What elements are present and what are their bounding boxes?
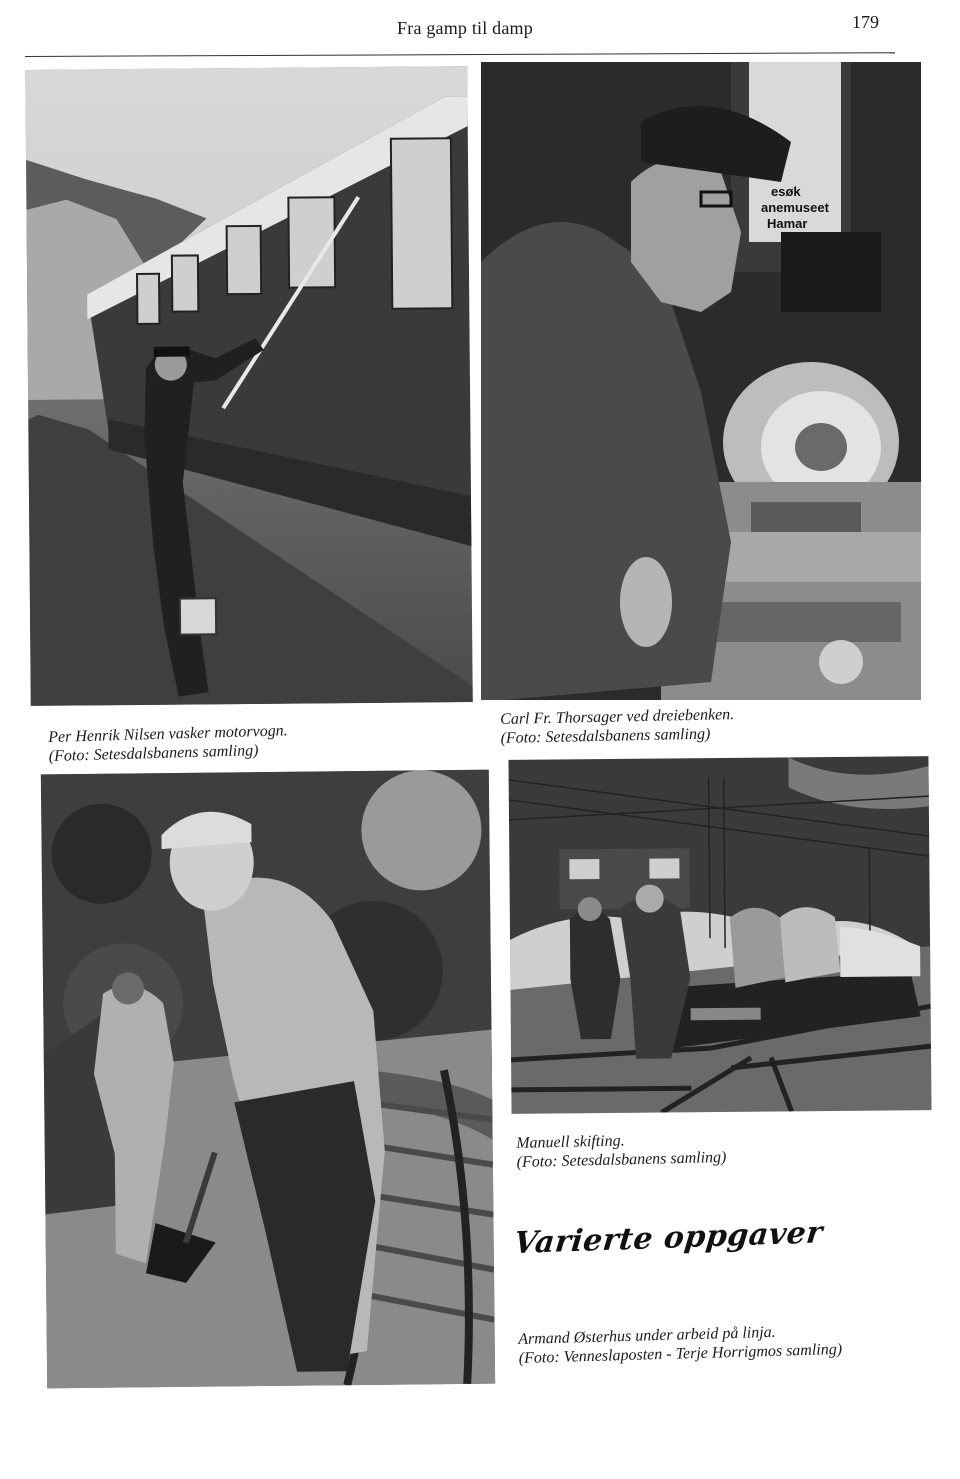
- photo-washing-railcar: [25, 66, 473, 706]
- sign-text-line2: anemuseet: [761, 200, 829, 215]
- caption-lathe-worker: [500, 705, 735, 748]
- sign-text-line1: esøk: [771, 184, 801, 199]
- caption-credit: (Foto: Setesdalsbanens samling): [500, 725, 711, 747]
- caption-text: Manuell skifting.: [516, 1132, 625, 1152]
- caption-washing-railcar: [48, 721, 288, 766]
- photo-track-worker-shovelling: [41, 770, 495, 1389]
- section-title: Varierte oppgaver: [512, 1215, 825, 1262]
- running-title: Fra gamp til damp: [397, 18, 533, 38]
- sign-text-line3: Hamar: [767, 216, 808, 231]
- caption-credit: (Foto: Setesdalsbanens samling): [48, 742, 259, 765]
- photo-manual-shunting: [508, 756, 931, 1114]
- caption-manual-shunting: [516, 1129, 727, 1172]
- caption-credit: (Foto: Setesdalsbanens samling): [516, 1148, 727, 1171]
- caption-text: Armand Østerhus under arbeid på linja.: [518, 1323, 776, 1348]
- caption-text: Carl Fr. Thorsager ved dreiebenken.: [500, 706, 735, 728]
- page-number: 179: [852, 12, 879, 32]
- caption-text: Per Henrik Nilsen vasker motorvogn.: [48, 722, 288, 746]
- header-rule: [25, 52, 895, 57]
- caption-credit: (Foto: Venneslaposten - Terje Horrigmos samling): [518, 1340, 843, 1367]
- photo-lathe-worker: [481, 62, 921, 700]
- running-head: [0, 12, 960, 42]
- caption-track-worker: [518, 1321, 842, 1368]
